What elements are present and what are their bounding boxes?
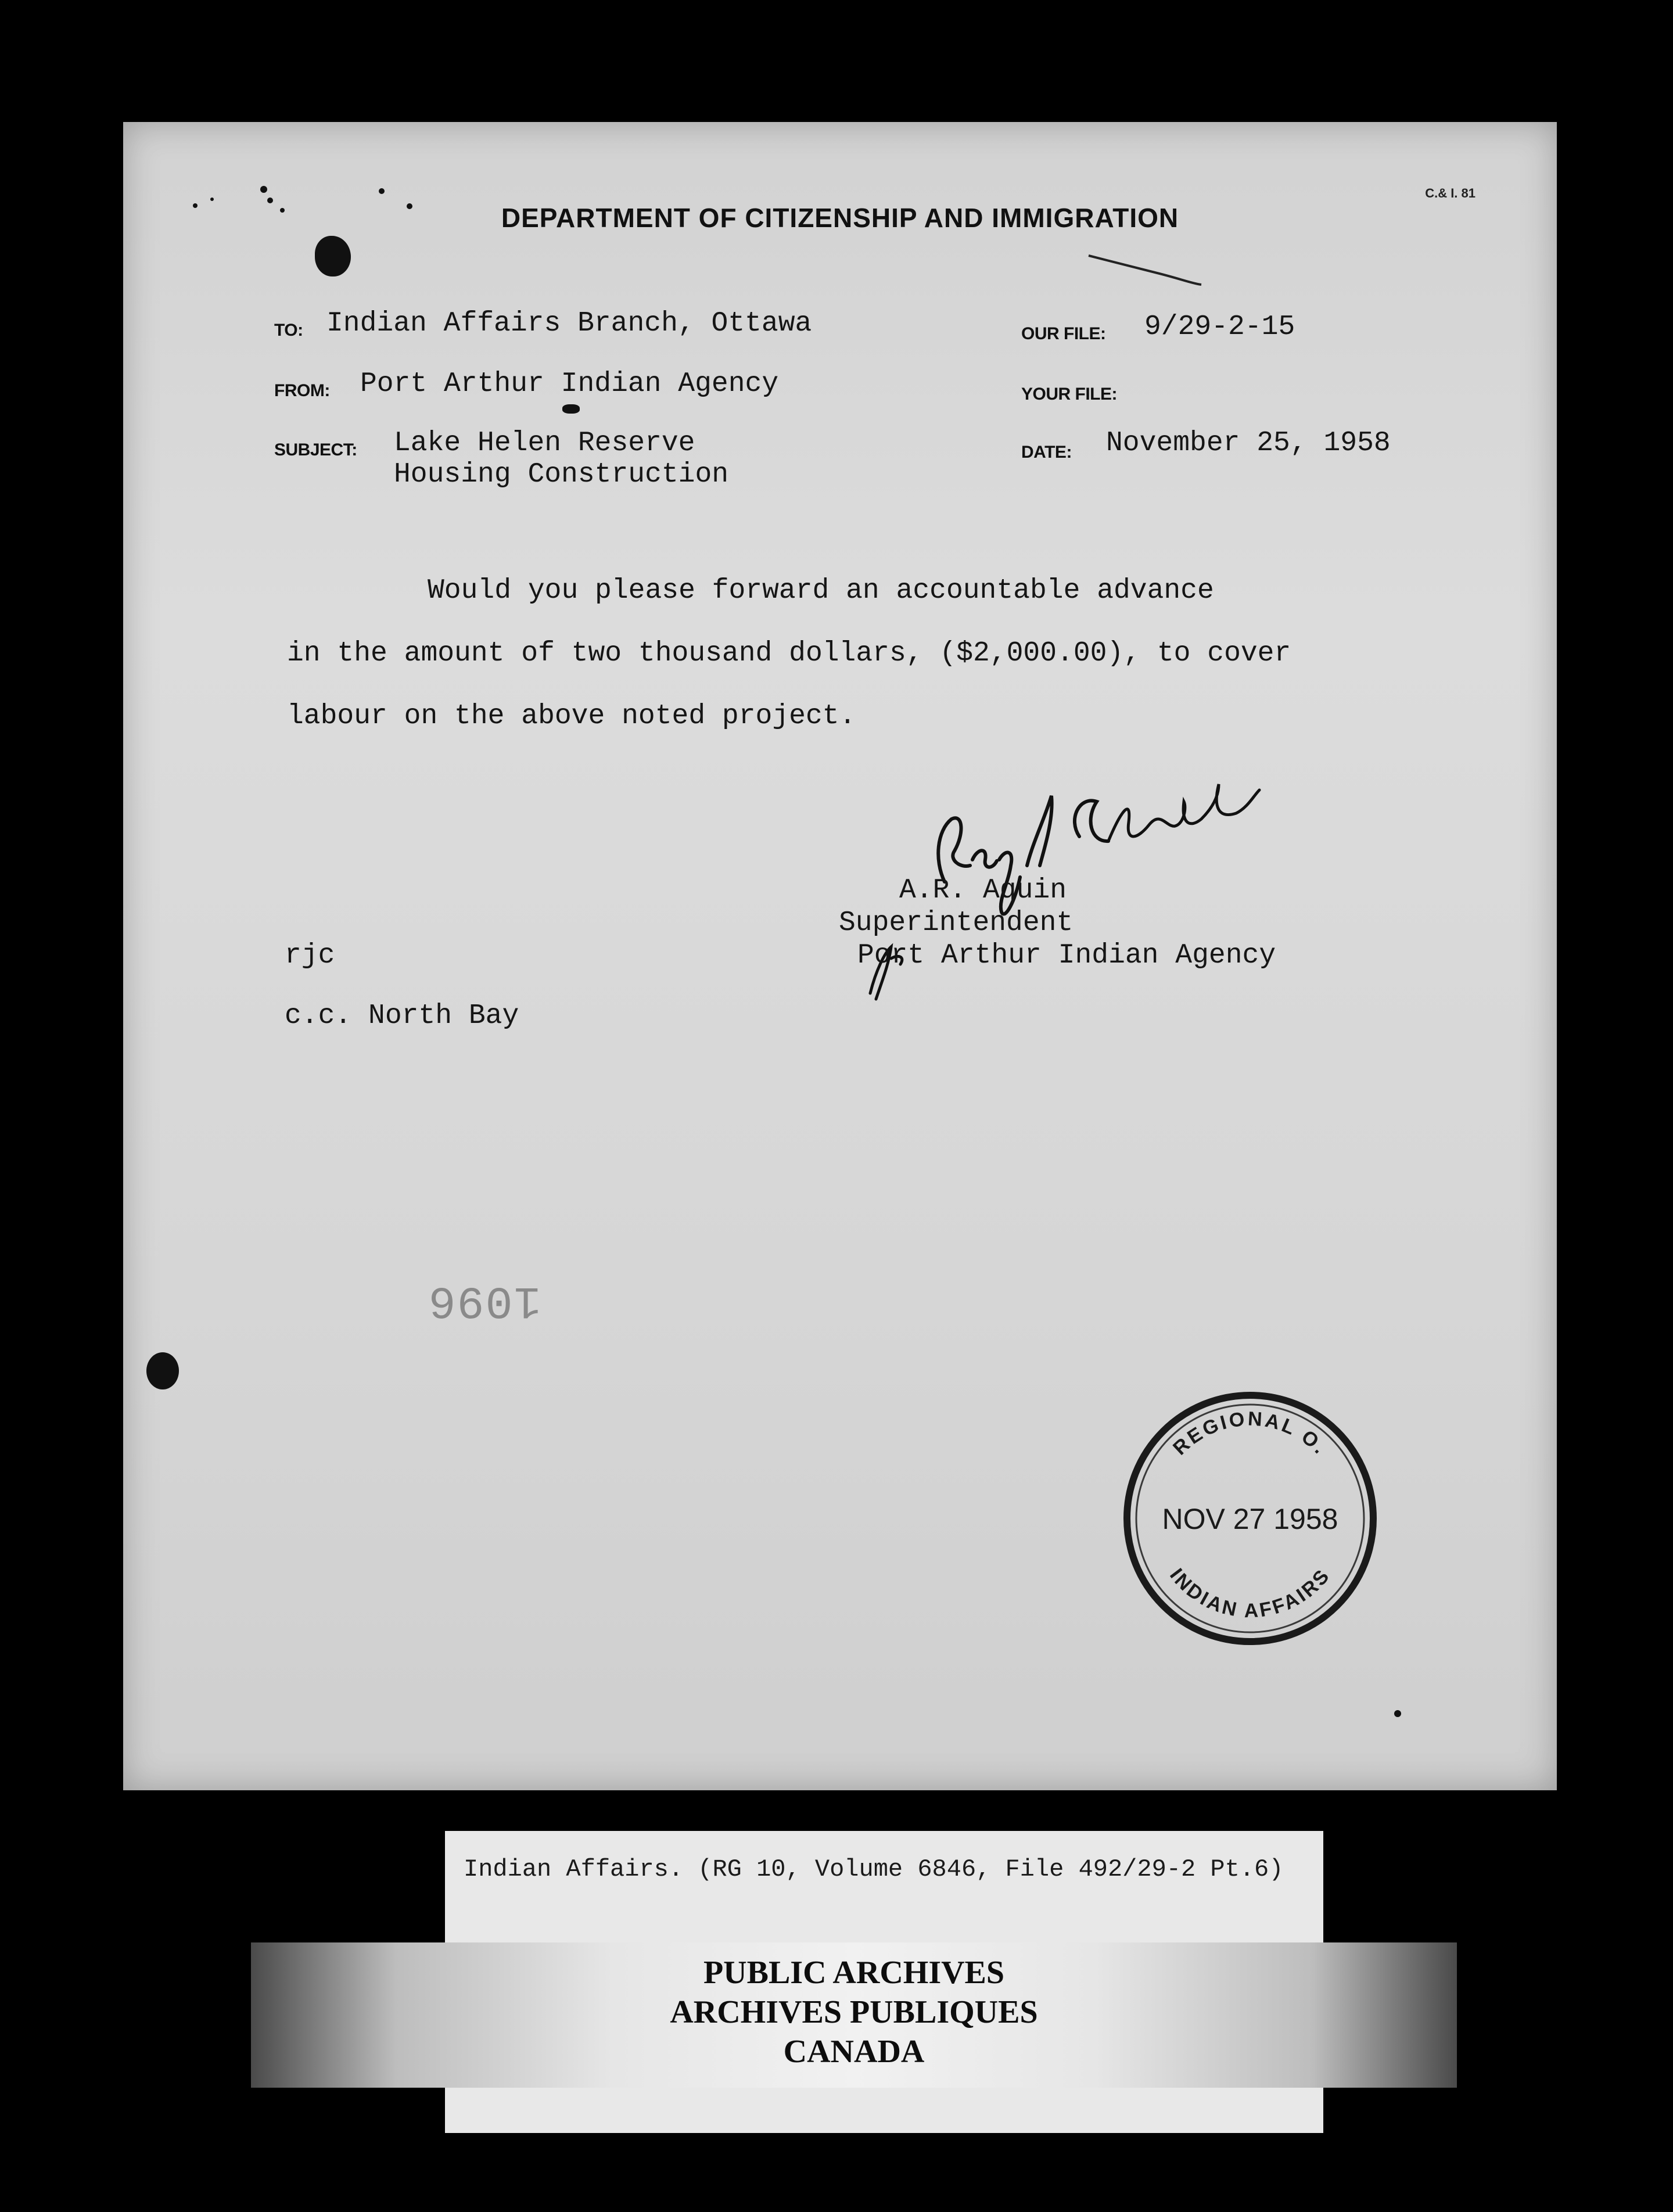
department-heading: DEPARTMENT OF CITIZENSHIP AND IMMIGRATION [501, 203, 1179, 233]
stamp-top-text: REGIONAL O. [1169, 1407, 1332, 1460]
date-label: DATE: [1021, 443, 1072, 462]
your-file-label: YOUR FILE: [1021, 385, 1117, 404]
punch-hole [315, 236, 351, 276]
body-line-3: labour on the above noted project. [287, 701, 856, 732]
ink-speck [210, 198, 214, 201]
memo-document [123, 122, 1557, 1790]
our-file-label: OUR FILE: [1021, 324, 1106, 343]
from-label: FROM: [274, 381, 330, 400]
date-value: November 25, 1958 [1106, 428, 1391, 459]
subject-line-1: Lake Helen Reserve [394, 428, 695, 459]
signatory-org: Port Arthur Indian Agency [857, 940, 1276, 971]
subject-label: SUBJECT: [274, 440, 357, 459]
archive-citation: Indian Affairs. (RG 10, Volume 6846, File 492/29-2 Pt.6) [464, 1855, 1284, 1883]
from-value: Port Arthur Indian Agency [360, 368, 779, 400]
pen-scratch [1087, 244, 1204, 290]
archive-line-2: ARCHIVES PUBLIQUES [670, 1994, 1038, 2030]
registry-number: 1096 [428, 1274, 541, 1326]
punch-hole [146, 1352, 179, 1389]
ink-speck [379, 188, 385, 194]
stamp-bottom-text: INDIAN AFFAIRS [1165, 1564, 1335, 1622]
ink-speck [562, 404, 580, 414]
body-line-2: in the amount of two thousand dollars, ($2,000.00), to cover [287, 638, 1291, 669]
archive-label-strip [251, 1942, 1457, 2088]
ink-speck [260, 186, 267, 193]
form-code: C.& I. 81 [1425, 186, 1475, 200]
our-file-value: 9/29-2-15 [1144, 311, 1295, 343]
archive-line-3: CANADA [783, 2034, 925, 2070]
body-line-1: Would you please forward an accountable advance [428, 575, 1214, 606]
carbon-copy: c.c. North Bay [285, 1000, 519, 1032]
typist-initials: rjc [285, 940, 335, 971]
to-label: TO: [274, 321, 303, 340]
subject-line-2: Housing Construction [394, 459, 729, 490]
signatory-title: Superintendent [839, 907, 1074, 939]
signatory-name: A.R. Aquin [899, 875, 1067, 906]
stamp-date: NOV 27 1958 [1162, 1503, 1338, 1535]
received-stamp [1116, 1385, 1384, 1652]
archive-line-1: PUBLIC ARCHIVES [703, 1955, 1005, 1991]
to-value: Indian Affairs Branch, Ottawa [326, 308, 812, 339]
ink-speck [1394, 1710, 1401, 1717]
